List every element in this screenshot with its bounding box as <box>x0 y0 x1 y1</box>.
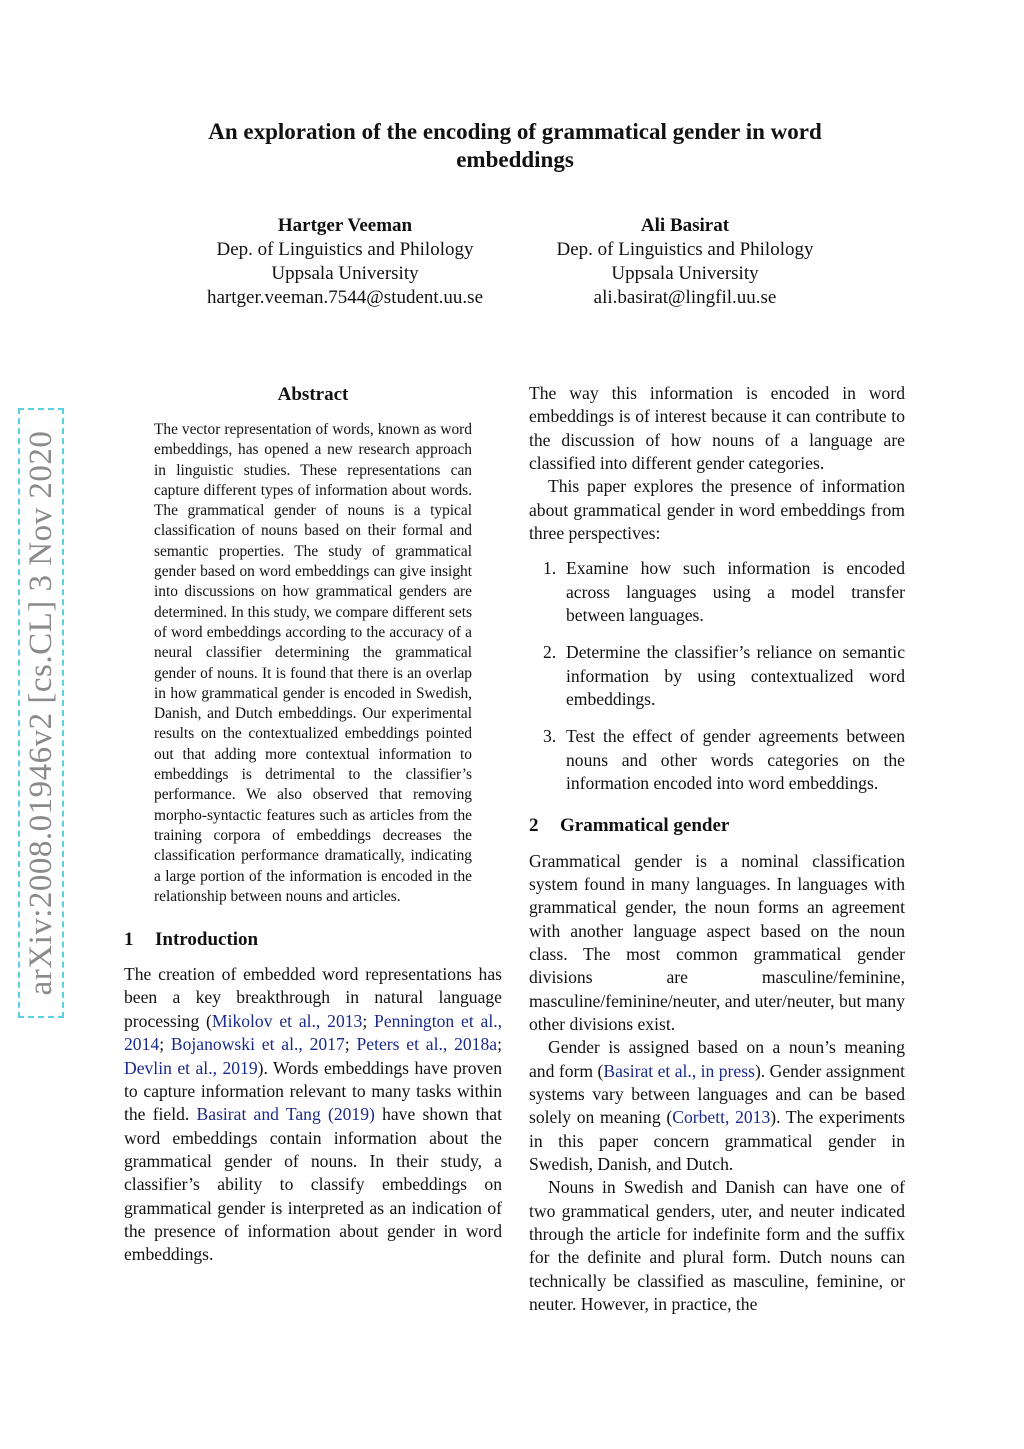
citation-link[interactable]: Corbett, 2013 <box>672 1107 771 1128</box>
left-column <box>124 382 502 1267</box>
list-item <box>529 557 905 627</box>
text-run: ). Words embeddings have proven to capture information relevant to many tasks within the field. <box>124 1057 502 1125</box>
citation-link[interactable]: Peters et al., 2018a <box>356 1034 498 1055</box>
text-run: ; <box>497 1034 502 1055</box>
abstract-text: The vector representation of words, known as word embeddings, has opened a new research approach in linguistic studies. These representations can capture different types of information about words. The grammatical gender of nouns is a typical classification of nouns based on their formal and semantic properties. The study of grammatical gender based on word embeddings can give insight into discussions on how grammatical genders are determined. In this study, we compare different sets of word embeddings according to the accuracy of a neural classifier determining the grammatical gender of nouns. It is found that there is an overlap in how grammatical gender is encoded in Swedish, Danish, and Dutch embeddings. Our experimental results on the contextualized embeddings pointed out that adding more contextual information to embeddings is detrimental to the classifier’s performance. We also observed that removing morpho-syntactic features such as articles from the training corpora of embeddings decreases the classification performance dramatically, indicating a large portion of the information is encoded in the relationship between nouns and articles. <box>154 421 472 905</box>
right-column <box>529 382 905 1316</box>
list-text: Test the effect of gender agreements between nouns and other words categories on the information encoded into word embeddings. <box>566 726 905 794</box>
citation-link[interactable]: Mikolov et al., 2013 <box>211 1010 363 1031</box>
citation-link[interactable]: Basirat and Tang (2019) <box>196 1104 375 1125</box>
text-run: Gender is assigned based on a noun’s meaning and form ( <box>529 1037 905 1081</box>
citation-link[interactable]: Basirat et al., in press <box>603 1060 755 1081</box>
perspectives-list <box>529 557 905 795</box>
author-name: Ali Basirat <box>640 215 730 236</box>
list-text: Determine the classifier’s reliance on semantic information by using contextualized word embeddings. <box>566 642 905 710</box>
section-title: Grammatical gender <box>560 814 730 836</box>
author-univ: Uppsala University <box>611 263 759 284</box>
list-number: 3. <box>543 726 557 747</box>
citation-link[interactable]: Pennington et al., 2014 <box>124 1010 503 1055</box>
arxiv-stamp: arXiv:2008.01946v2 [cs.CL] 3 Nov 2020 <box>18 408 64 1018</box>
text-run: The creation of embedded word representations has been a key breakthrough in natural language processing ( <box>124 964 502 1031</box>
text-run: ). Gender assignment systems vary between languages and can be based solely on meaning ( <box>529 1060 905 1128</box>
body-paragraph: This paper explores the presence of information about grammatical gender in word embeddings from three perspectives: <box>529 476 905 544</box>
body-paragraph: The way this information is encoded in word embeddings is of interest because it can contribute to the discussion of how nouns of a language are classified into different gender categories. <box>529 383 905 474</box>
author-email: hartger.veeman.7544@student.uu.se <box>206 287 484 308</box>
citation-link[interactable]: Bojanowski et al., 2017 <box>170 1034 345 1055</box>
body-paragraph: Grammatical gender is a nominal classification system found in many languages. In languages with grammatical gender, the noun forms an agreement with another language aspect based on the noun class. The most common grammatical gender divisions are masculine/feminine, masculine/feminine/neuter, and uter/neuter, but many other divisions exist. <box>529 850 905 1034</box>
intro-paragraph <box>124 963 502 1266</box>
section-heading-grammatical-gender <box>529 814 905 838</box>
text-run: have shown that word embeddings contain information about the grammatical gender of nouns. In their study, a classifier’s ability to classify embeddings on grammatical gender is interpreted as an indication of the presence of information about gender in word embeddings. <box>124 1104 502 1265</box>
list-text: Examine how such information is encoded across languages using a model transfer between languages. <box>566 558 905 626</box>
text-run: ; <box>159 1034 171 1055</box>
author-email: ali.basirat@lingfil.uu.se <box>593 287 777 308</box>
section-title: Introduction <box>155 929 259 951</box>
list-item <box>529 725 905 795</box>
text-run: ; <box>362 1010 375 1031</box>
author-univ: Uppsala University <box>271 263 419 284</box>
list-number: 2. <box>543 642 557 663</box>
text-run: ; <box>344 1034 357 1055</box>
paper-title: An exploration of the encoding of grammatical gender in word embeddings <box>208 119 822 172</box>
abstract-heading: Abstract <box>277 384 349 405</box>
author-dept: Dep. of Linguistics and Philology <box>216 239 474 260</box>
author-block-1 <box>165 214 525 310</box>
section-number: 2 <box>529 814 539 836</box>
list-number: 1. <box>543 558 557 579</box>
author-name: Hartger Veeman <box>277 215 413 236</box>
text-run: ). The experiments in this paper concern grammatical gender in Swedish, Danish, and Dutch. <box>529 1107 905 1174</box>
section-heading-introduction <box>124 928 502 952</box>
citation-link[interactable]: Devlin et al., 2019 <box>124 1057 258 1078</box>
body-paragraph <box>529 1036 905 1176</box>
author-dept: Dep. of Linguistics and Philology <box>556 239 814 260</box>
list-item <box>529 641 905 711</box>
body-paragraph: Nouns in Swedish and Danish can have one of two grammatical genders, uter, and neuter indicated through the article for indefinite form and the suffix for the definite and plural form. Dutch nouns can technically be classified as masculine, feminine, or neuter. However, in practice, the <box>529 1177 905 1315</box>
author-block-2 <box>505 214 865 310</box>
section-number: 1 <box>124 929 134 951</box>
